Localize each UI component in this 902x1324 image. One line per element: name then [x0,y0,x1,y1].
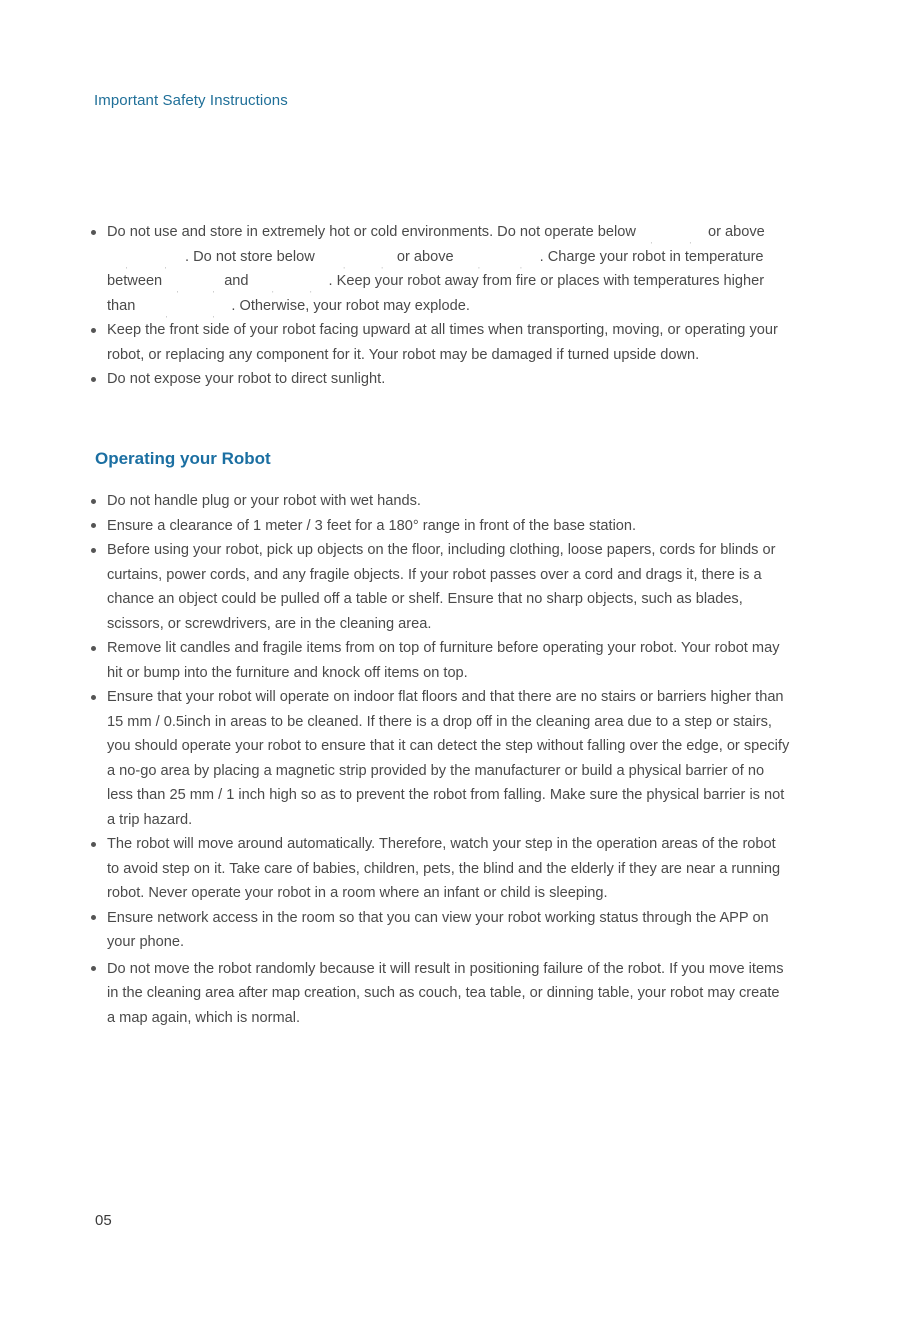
running-header-title: Important Safety Instructions [94,92,288,109]
sunlight-warning-item: Do not expose your robot to direct sunlight. [90,367,790,392]
list-item: Do not handle plug or your robot with wet hands. [90,489,790,514]
list-item: Remove lit candles and fragile items from on top of furniture before operating your robot. Your robot may hit or bump into the furniture and knock off items on top. [90,636,790,685]
temperature-text-part-8: . Otherwise, your robot may explode. [231,297,470,314]
operating-bullet-list [90,489,790,1030]
temperature-text-part-5: . Charge your robot in temperature between [107,248,764,289]
list-item: Ensure that your robot will operate on indoor flat floors and that there are no stairs or barriers higher than 15 mm / 0.5inch in areas to be cleaned. If there is a drop off in the cleaning area due to a step or stairs, you should operate your robot to ensure that it can detect the step without falling over the edge, or specify a no-go area by placing a magnetic strip provided by the manufacturer or build a physical barrier of no less than 25 mm / 1 inch high so as to prevent the robot from falling. Make sure the physical barrier is not a trip hazard. [90,685,790,832]
list-item: The robot will move around automatically. Therefore, watch your step in the operation areas of the robot to avoid step on it. Take care of babies, children, pets, the blind and the elderly if they are near a running robot. Never operate your robot in a room where an infant or child is sleeping. [90,832,790,906]
temperature-text-part-4: or above [396,248,454,265]
list-item: Ensure a clearance of 1 meter / 3 feet for a 180° range in front of the base station. [90,514,790,539]
temperature-warning-item: Do not use and store in extremely hot or cold environments. Do not operate below ˈ ˈ or above ˈ ˈ . Do not store below ˈ ˈ or above ˈ ˈ . Charge your robot in temperature between ˈ ˈ and ˈ ˈ . Keep your robot away from fire or places with temperatures higher than ˈ ˈ . Otherwise, your robot may explode. [90,220,790,318]
operating-section-heading: Operating your Robot [95,449,271,468]
list-item: Do not move the robot randomly because it will result in positioning failure of the robot. If you move items in the cleaning area after map creation, such as couch, tea table, or dinning table, your robot may create a map again, which is normal. [90,957,790,1031]
storage-bullet-list [90,220,790,392]
list-item: Before using your robot, pick up objects on the floor, including clothing, loose papers, cords for blinds or curtains, power cords, and any fragile objects. If your robot passes over a cord and drags it, there is a chance an object could be pulled off a table or shelf. Ensure that no sharp objects, such as blades, scissors, or screwdrivers, are in the cleaning area. [90,538,790,636]
temperature-text-part-6: and [224,273,249,289]
temperature-text-part-1: Do not use and store in extremely hot or cold environments. Do not operate below [107,224,636,240]
page-number: 05 [95,1212,112,1229]
temperature-text-part-3: . Do not store below [185,248,315,265]
list-item: Ensure network access in the room so that you can view your robot working status through the APP on your phone. [90,906,790,955]
transport-orientation-item: Keep the front side of your robot facing upward at all times when transporting, moving, or operating your robot, or replacing any component for it. Your robot may be damaged if turned upside down. [90,318,790,367]
temperature-text-part-7: . Keep your robot away from fire or places with temperatures higher than [107,273,765,314]
temperature-text-part-2: or above [707,224,765,240]
